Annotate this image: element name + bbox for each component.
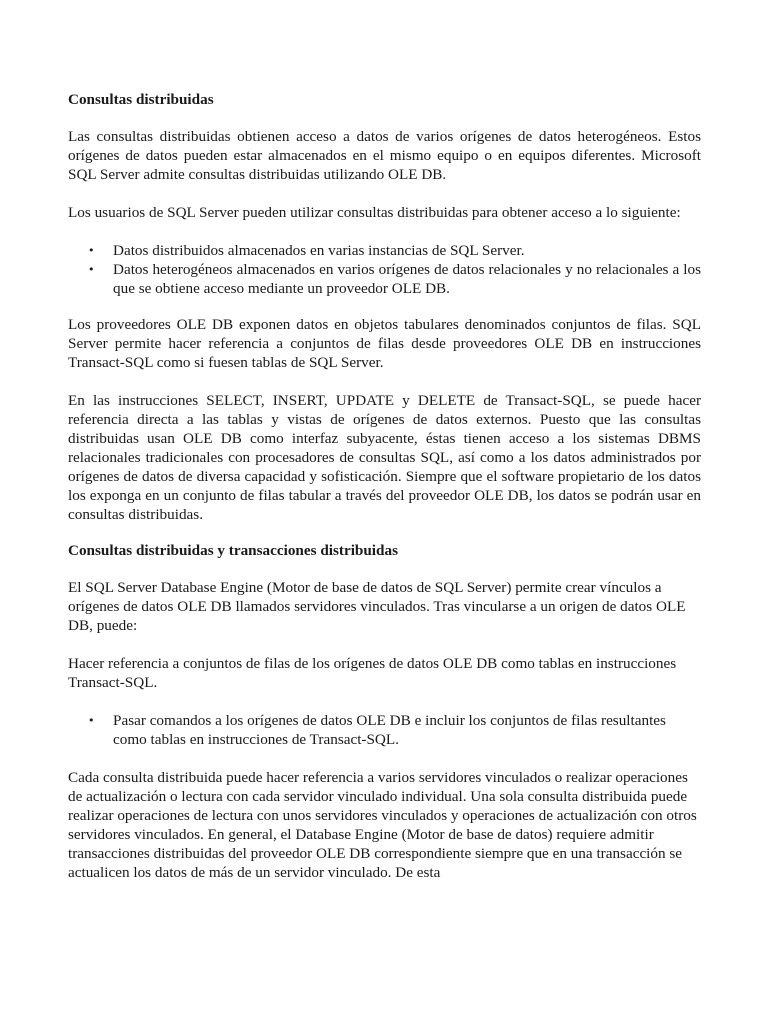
paragraph-rowsets: Hacer referencia a conjuntos de filas de los orígenes de datos OLE DB como tablas en instrucciones Transact-SQL. [68,655,677,691]
bullet-icon: • [88,263,95,276]
list-item [68,711,701,749]
paragraph-select-insert: En las instrucciones SELECT, INSERT, UPDATE y DELETE de Transact-SQL, se puede hacer referencia directa a las tablas y vistas de orígenes de datos externos. Puesto que las consultas distribuidas usan OLE DB como interfaz subyacente, éstas tienen acceso a los sistemas DBMS relacionales tradicionales con procesadores de consultas SQL, así como a los datos administrados por orígenes de datos de diversa capacidad y sofisticación. Siempre que el software propietario de los datos los exponga en un conjunto de filas tabular a través del proveedor OLE DB, los datos se podrán usar en consultas distribuidas. [68,392,701,523]
section-heading-consultas-distribuidas: Consultas distribuidas [68,91,214,108]
paragraph-linked-servers: Cada consulta distribuida puede hacer referencia a varios servidores vinculados o realizar operaciones de actualización o lectura con cada servidor vinculado individual. Una sola consulta distribuida puede realizar operaciones de lectura con unos servidores vinculados y operaciones de actualización con otros servidores vinculados. En general, el Database Engine (Motor de base de datos) requiere admitir transacciones distribuidas del proveedor OLE DB correspondiente siempre que en una transacción se actualicen los datos de más de un servidor vinculado. De esta [68,769,697,881]
paragraph-intro: Las consultas distribuidas obtienen acceso a datos de varios orígenes de datos heterogéneos. Estos orígenes de datos pueden estar almacenados en el mismo equipo o en equipos diferentes. Microsoft SQL Server admite consultas distribuidas utilizando OLE DB. [68,128,701,183]
bullet-icon: • [88,714,95,727]
section-heading-transacciones-distribuidas: Consultas distribuidas y transacciones distribuidas [68,542,398,559]
list-item [68,260,701,298]
list-item-text: Pasar comandos a los orígenes de datos OLE DB e incluir los conjuntos de filas resultantes como tablas en instrucciones de Transact-SQL. [113,712,666,748]
bullet-list-commands [68,711,701,749]
list-item [68,241,701,260]
bullet-list-access [68,241,701,298]
document-body [68,90,701,882]
paragraph-ole-providers: Los proveedores OLE DB exponen datos en objetos tabulares denominados conjuntos de filas. SQL Server permite hacer referencia a conjuntos de filas desde proveedores OLE DB en instrucciones Transact-SQL como si fuesen tablas de SQL Server. [68,316,701,371]
bullet-icon: • [88,244,95,257]
list-item-text: Datos distribuidos almacenados en varias instancias de SQL Server. [113,242,525,259]
paragraph-users: Los usuarios de SQL Server pueden utilizar consultas distribuidas para obtener acceso a lo siguiente: [68,204,681,221]
paragraph-database-engine: El SQL Server Database Engine (Motor de base de datos de SQL Server) permite crear vínculos a orígenes de datos OLE DB llamados servidores vinculados. Tras vincularse a un origen de datos OLE DB, puede: [68,579,686,634]
list-item-text: Datos heterogéneos almacenados en varios orígenes de datos relacionales y no relacionales a los que se obtiene acceso mediante un proveedor OLE DB. [113,261,701,297]
